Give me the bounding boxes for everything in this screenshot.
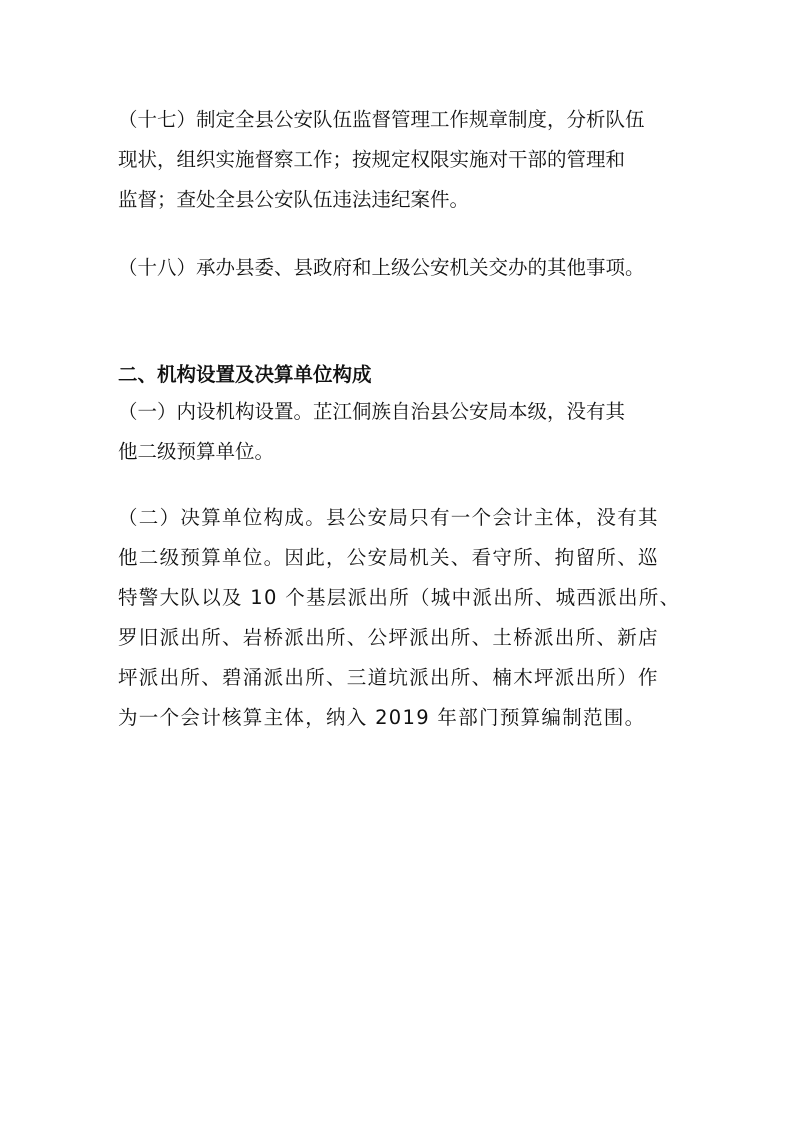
paragraph-item-17	[118, 100, 678, 220]
text-line: 坪派出所、碧涌派出所、三道坑派出所、楠木坪派出所）作	[118, 666, 659, 689]
text-line: （二）决算单位构成。县公安局只有一个会计主体，没有其	[118, 506, 659, 529]
text-line: 现状，组织实施督察工作；按规定权限实施对干部的管理和	[118, 148, 626, 171]
text-line: （十七）制定全县公安队伍监督管理工作规章制度，分析队伍	[118, 108, 645, 131]
text-line: （十八）承办县委、县政府和上级公安机关交办的其他事项。	[118, 256, 645, 279]
text-line: 特警大队以及 10 个基层派出所（城中派出所、城西派出所、	[118, 586, 681, 609]
text-line: 为一个会计核算主体，纳入 2019 年部门预算编制范围。	[118, 706, 646, 729]
section-heading: 二、机构设置及决算单位构成	[118, 363, 372, 386]
text-line: （一）内设机构设置。芷江侗族自治县公安局本级，没有其	[118, 400, 626, 423]
text-line: 他二级预算单位。因此，公安局机关、看守所、拘留所、巡	[118, 546, 659, 569]
text-line: 他二级预算单位。	[118, 440, 275, 463]
paragraph-sub-1	[118, 392, 678, 472]
paragraph-item-18	[118, 248, 678, 288]
text-line: 监督；查处全县公安队伍违法违纪案件。	[118, 188, 470, 211]
text-line: 罗旧派出所、岩桥派出所、公坪派出所、土桥派出所、新店	[118, 626, 659, 649]
paragraph-sub-2	[118, 498, 681, 738]
